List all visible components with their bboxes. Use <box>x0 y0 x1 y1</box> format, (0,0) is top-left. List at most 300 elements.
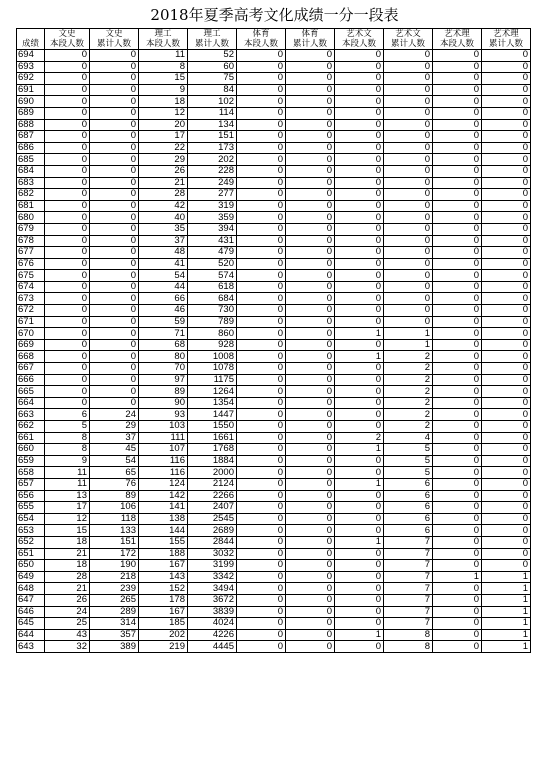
count-cell: 0 <box>45 339 90 351</box>
count-cell: 0 <box>45 61 90 73</box>
count-cell: 190 <box>90 560 139 572</box>
count-cell: 0 <box>286 50 335 62</box>
count-cell: 9 <box>45 455 90 467</box>
score-cell: 663 <box>17 409 45 421</box>
count-cell: 0 <box>237 247 286 259</box>
table-row <box>17 247 531 259</box>
count-cell: 0 <box>482 467 531 479</box>
header-line1: 文史 <box>105 29 123 39</box>
count-cell: 0 <box>482 339 531 351</box>
count-cell: 0 <box>433 560 482 572</box>
count-cell: 0 <box>384 293 433 305</box>
count-cell: 1661 <box>188 432 237 444</box>
count-cell: 520 <box>188 258 237 270</box>
count-cell: 0 <box>286 142 335 154</box>
count-cell: 0 <box>286 478 335 490</box>
count-cell: 0 <box>335 61 384 73</box>
count-cell: 0 <box>237 84 286 96</box>
count-cell: 0 <box>384 73 433 85</box>
count-cell: 0 <box>384 235 433 247</box>
count-cell: 89 <box>90 490 139 502</box>
count-cell: 0 <box>482 107 531 119</box>
count-cell: 0 <box>237 629 286 641</box>
count-cell: 71 <box>139 328 188 340</box>
count-cell: 0 <box>237 328 286 340</box>
count-cell: 0 <box>286 560 335 572</box>
count-cell: 1 <box>335 328 384 340</box>
table-row <box>17 421 531 433</box>
score-cell: 669 <box>17 339 45 351</box>
count-cell: 289 <box>90 606 139 618</box>
count-cell: 1078 <box>188 363 237 375</box>
count-cell: 28 <box>45 571 90 583</box>
count-cell: 9 <box>139 84 188 96</box>
count-cell: 2 <box>384 386 433 398</box>
count-cell: 0 <box>90 270 139 282</box>
count-cell: 0 <box>90 84 139 96</box>
count-cell: 0 <box>482 119 531 131</box>
count-cell: 0 <box>286 189 335 201</box>
count-cell: 684 <box>188 293 237 305</box>
count-cell: 1 <box>384 339 433 351</box>
count-cell: 2689 <box>188 525 237 537</box>
count-cell: 0 <box>286 525 335 537</box>
count-cell: 46 <box>139 305 188 317</box>
count-cell: 0 <box>237 455 286 467</box>
count-cell: 173 <box>188 142 237 154</box>
table-row <box>17 618 531 630</box>
count-cell: 52 <box>188 50 237 62</box>
count-cell: 0 <box>45 374 90 386</box>
count-cell: 25 <box>45 618 90 630</box>
count-cell: 6 <box>384 525 433 537</box>
count-cell: 7 <box>384 606 433 618</box>
count-cell: 1 <box>433 571 482 583</box>
table-row <box>17 223 531 235</box>
count-cell: 3672 <box>188 594 237 606</box>
count-cell: 0 <box>335 618 384 630</box>
count-cell: 7 <box>384 618 433 630</box>
table-row <box>17 444 531 456</box>
count-cell: 0 <box>286 641 335 653</box>
count-cell: 0 <box>384 177 433 189</box>
count-cell: 43 <box>45 629 90 641</box>
score-cell: 674 <box>17 281 45 293</box>
count-cell: 0 <box>286 594 335 606</box>
count-cell: 0 <box>237 212 286 224</box>
count-cell: 106 <box>90 502 139 514</box>
count-cell: 0 <box>433 96 482 108</box>
count-cell: 1008 <box>188 351 237 363</box>
count-cell: 178 <box>139 594 188 606</box>
count-cell: 0 <box>433 386 482 398</box>
count-cell: 3342 <box>188 571 237 583</box>
table-row <box>17 560 531 572</box>
count-cell: 0 <box>335 641 384 653</box>
count-cell: 860 <box>188 328 237 340</box>
count-cell: 0 <box>335 583 384 595</box>
count-cell: 6 <box>384 478 433 490</box>
count-cell: 0 <box>286 305 335 317</box>
count-cell: 118 <box>90 513 139 525</box>
count-cell: 188 <box>139 548 188 560</box>
score-cell: 664 <box>17 397 45 409</box>
count-cell: 1 <box>482 629 531 641</box>
table-row <box>17 339 531 351</box>
count-cell: 8 <box>384 641 433 653</box>
count-cell: 202 <box>188 154 237 166</box>
count-cell: 0 <box>482 409 531 421</box>
count-cell: 0 <box>433 444 482 456</box>
count-cell: 42 <box>139 200 188 212</box>
count-cell: 0 <box>286 200 335 212</box>
count-cell: 0 <box>482 154 531 166</box>
score-cell: 690 <box>17 96 45 108</box>
count-cell: 0 <box>335 189 384 201</box>
count-cell: 17 <box>139 131 188 143</box>
count-cell: 0 <box>482 247 531 259</box>
count-cell: 1550 <box>188 421 237 433</box>
count-cell: 84 <box>188 84 237 96</box>
table-row <box>17 61 531 73</box>
table-row <box>17 212 531 224</box>
count-cell: 0 <box>45 73 90 85</box>
count-cell: 0 <box>433 142 482 154</box>
count-cell: 7 <box>384 583 433 595</box>
count-cell: 0 <box>45 247 90 259</box>
count-cell: 29 <box>90 421 139 433</box>
count-cell: 7 <box>384 548 433 560</box>
score-distribution-table <box>16 28 531 653</box>
count-cell: 0 <box>433 200 482 212</box>
count-cell: 3494 <box>188 583 237 595</box>
count-cell: 0 <box>45 351 90 363</box>
count-cell: 730 <box>188 305 237 317</box>
count-cell: 65 <box>90 467 139 479</box>
count-cell: 21 <box>45 548 90 560</box>
count-cell: 219 <box>139 641 188 653</box>
count-cell: 0 <box>482 189 531 201</box>
count-cell: 0 <box>237 467 286 479</box>
count-cell: 2000 <box>188 467 237 479</box>
count-cell: 0 <box>90 177 139 189</box>
count-cell: 0 <box>384 131 433 143</box>
count-cell: 202 <box>139 629 188 641</box>
count-cell: 2266 <box>188 490 237 502</box>
count-cell: 0 <box>384 223 433 235</box>
score-cell: 673 <box>17 293 45 305</box>
count-cell: 1 <box>335 536 384 548</box>
count-cell: 0 <box>335 177 384 189</box>
count-cell: 2124 <box>188 478 237 490</box>
count-cell: 3032 <box>188 548 237 560</box>
count-cell: 0 <box>335 293 384 305</box>
count-cell: 0 <box>335 525 384 537</box>
count-cell: 0 <box>384 119 433 131</box>
count-cell: 0 <box>237 397 286 409</box>
score-cell: 652 <box>17 536 45 548</box>
count-cell: 0 <box>237 618 286 630</box>
header-line2: 累计人数 <box>390 39 425 49</box>
count-cell: 0 <box>482 374 531 386</box>
count-cell: 0 <box>45 50 90 62</box>
count-cell: 0 <box>286 618 335 630</box>
count-cell: 4445 <box>188 641 237 653</box>
count-cell: 479 <box>188 247 237 259</box>
count-cell: 0 <box>335 107 384 119</box>
count-cell: 0 <box>237 374 286 386</box>
count-cell: 0 <box>433 316 482 328</box>
count-cell: 172 <box>90 548 139 560</box>
count-cell: 0 <box>433 641 482 653</box>
count-cell: 0 <box>384 84 433 96</box>
table-row <box>17 467 531 479</box>
table-row <box>17 119 531 131</box>
count-cell: 0 <box>90 316 139 328</box>
count-cell: 0 <box>433 223 482 235</box>
table-row <box>17 432 531 444</box>
count-cell: 7 <box>384 536 433 548</box>
count-cell: 0 <box>335 513 384 525</box>
count-cell: 8 <box>384 629 433 641</box>
count-cell: 0 <box>45 119 90 131</box>
score-cell: 659 <box>17 455 45 467</box>
count-cell: 0 <box>482 560 531 572</box>
count-cell: 0 <box>335 455 384 467</box>
count-cell: 21 <box>45 583 90 595</box>
count-cell: 2 <box>384 421 433 433</box>
score-cell: 651 <box>17 548 45 560</box>
header-line1: 理工 <box>154 29 172 39</box>
count-cell: 0 <box>286 363 335 375</box>
count-cell: 0 <box>45 270 90 282</box>
count-cell: 0 <box>482 235 531 247</box>
count-cell: 0 <box>482 50 531 62</box>
count-cell: 359 <box>188 212 237 224</box>
score-cell: 686 <box>17 142 45 154</box>
count-cell: 0 <box>335 502 384 514</box>
count-cell: 5 <box>384 444 433 456</box>
count-cell: 59 <box>139 316 188 328</box>
score-cell: 655 <box>17 502 45 514</box>
count-cell: 0 <box>286 84 335 96</box>
count-cell: 0 <box>237 536 286 548</box>
count-cell: 0 <box>286 432 335 444</box>
count-cell: 0 <box>384 305 433 317</box>
count-cell: 5 <box>384 455 433 467</box>
count-cell: 0 <box>90 189 139 201</box>
table-row <box>17 200 531 212</box>
count-cell: 0 <box>237 583 286 595</box>
count-cell: 11 <box>45 467 90 479</box>
count-cell: 0 <box>286 212 335 224</box>
count-cell: 0 <box>286 107 335 119</box>
score-cell: 647 <box>17 594 45 606</box>
count-cell: 0 <box>45 142 90 154</box>
table-row <box>17 606 531 618</box>
count-cell: 0 <box>384 96 433 108</box>
count-cell: 155 <box>139 536 188 548</box>
count-cell: 0 <box>384 61 433 73</box>
count-cell: 0 <box>482 432 531 444</box>
count-cell: 93 <box>139 409 188 421</box>
score-cell: 672 <box>17 305 45 317</box>
count-cell: 0 <box>384 189 433 201</box>
header-line1: 艺术理 <box>493 29 519 39</box>
count-cell: 6 <box>384 502 433 514</box>
count-cell: 0 <box>482 212 531 224</box>
count-cell: 143 <box>139 571 188 583</box>
count-cell: 0 <box>237 142 286 154</box>
count-cell: 80 <box>139 351 188 363</box>
count-cell: 0 <box>433 455 482 467</box>
count-cell: 0 <box>90 235 139 247</box>
count-cell: 0 <box>45 397 90 409</box>
count-cell: 29 <box>139 154 188 166</box>
count-cell: 0 <box>45 189 90 201</box>
count-cell: 0 <box>384 200 433 212</box>
count-cell: 0 <box>384 281 433 293</box>
count-cell: 0 <box>433 235 482 247</box>
score-cell: 678 <box>17 235 45 247</box>
count-cell: 0 <box>90 119 139 131</box>
count-cell: 394 <box>188 223 237 235</box>
count-cell: 0 <box>45 177 90 189</box>
count-cell: 0 <box>433 293 482 305</box>
count-cell: 239 <box>90 583 139 595</box>
count-cell: 0 <box>286 131 335 143</box>
count-cell: 0 <box>237 73 286 85</box>
count-cell: 0 <box>384 258 433 270</box>
count-cell: 138 <box>139 513 188 525</box>
count-cell: 0 <box>90 165 139 177</box>
count-cell: 0 <box>237 316 286 328</box>
header-line2: 本段人数 <box>243 39 278 49</box>
count-cell: 102 <box>188 96 237 108</box>
count-cell: 0 <box>433 583 482 595</box>
table-row <box>17 177 531 189</box>
count-cell: 11 <box>139 50 188 62</box>
count-cell: 0 <box>335 84 384 96</box>
count-cell: 15 <box>139 73 188 85</box>
count-cell: 0 <box>433 119 482 131</box>
count-cell: 0 <box>433 61 482 73</box>
count-cell: 0 <box>90 212 139 224</box>
count-cell: 0 <box>482 270 531 282</box>
count-cell: 0 <box>237 107 286 119</box>
count-cell: 15 <box>45 525 90 537</box>
count-cell: 0 <box>286 629 335 641</box>
count-cell: 0 <box>90 142 139 154</box>
count-cell: 0 <box>286 444 335 456</box>
count-cell: 0 <box>45 258 90 270</box>
count-cell: 0 <box>433 281 482 293</box>
count-cell: 0 <box>45 200 90 212</box>
score-cell: 684 <box>17 165 45 177</box>
count-cell: 228 <box>188 165 237 177</box>
count-cell: 0 <box>237 200 286 212</box>
count-cell: 0 <box>482 177 531 189</box>
header-line2: 累计人数 <box>292 39 327 49</box>
count-cell: 0 <box>237 177 286 189</box>
count-cell: 357 <box>90 629 139 641</box>
count-cell: 0 <box>482 386 531 398</box>
count-cell: 6 <box>384 513 433 525</box>
header-line1: 体育 <box>252 29 270 39</box>
count-cell: 0 <box>286 223 335 235</box>
count-cell: 0 <box>286 502 335 514</box>
count-cell: 0 <box>237 502 286 514</box>
header-line2: 本段人数 <box>439 39 474 49</box>
count-cell: 0 <box>433 374 482 386</box>
table-row <box>17 84 531 96</box>
count-cell: 0 <box>482 351 531 363</box>
count-cell: 0 <box>286 409 335 421</box>
count-cell: 5 <box>45 421 90 433</box>
count-cell: 0 <box>90 351 139 363</box>
column-header <box>384 29 433 50</box>
count-cell: 0 <box>90 374 139 386</box>
count-cell: 618 <box>188 281 237 293</box>
count-cell: 0 <box>335 606 384 618</box>
score-cell: 660 <box>17 444 45 456</box>
count-cell: 4226 <box>188 629 237 641</box>
score-cell: 692 <box>17 73 45 85</box>
count-cell: 2407 <box>188 502 237 514</box>
count-cell: 389 <box>90 641 139 653</box>
count-cell: 8 <box>45 444 90 456</box>
table-row <box>17 96 531 108</box>
column-header <box>45 29 90 50</box>
count-cell: 0 <box>433 177 482 189</box>
score-cell: 644 <box>17 629 45 641</box>
count-cell: 0 <box>237 61 286 73</box>
count-cell: 90 <box>139 397 188 409</box>
count-cell: 0 <box>433 305 482 317</box>
count-cell: 0 <box>286 374 335 386</box>
count-cell: 151 <box>90 536 139 548</box>
count-cell: 37 <box>139 235 188 247</box>
score-cell: 654 <box>17 513 45 525</box>
table-row <box>17 525 531 537</box>
count-cell: 0 <box>286 316 335 328</box>
count-cell: 116 <box>139 467 188 479</box>
count-cell: 32 <box>45 641 90 653</box>
count-cell: 0 <box>482 397 531 409</box>
score-cell: 687 <box>17 131 45 143</box>
count-cell: 0 <box>45 165 90 177</box>
count-cell: 124 <box>139 478 188 490</box>
count-cell: 2 <box>384 374 433 386</box>
count-cell: 0 <box>90 50 139 62</box>
count-cell: 0 <box>45 281 90 293</box>
count-cell: 0 <box>45 305 90 317</box>
count-cell: 26 <box>45 594 90 606</box>
count-cell: 35 <box>139 223 188 235</box>
count-cell: 0 <box>237 131 286 143</box>
count-cell: 8 <box>45 432 90 444</box>
count-cell: 141 <box>139 502 188 514</box>
count-cell: 0 <box>286 61 335 73</box>
table-row <box>17 397 531 409</box>
count-cell: 0 <box>286 513 335 525</box>
table-header-row <box>17 29 531 50</box>
count-cell: 0 <box>335 363 384 375</box>
count-cell: 2 <box>384 397 433 409</box>
count-cell: 37 <box>90 432 139 444</box>
count-cell: 167 <box>139 560 188 572</box>
count-cell: 54 <box>90 455 139 467</box>
